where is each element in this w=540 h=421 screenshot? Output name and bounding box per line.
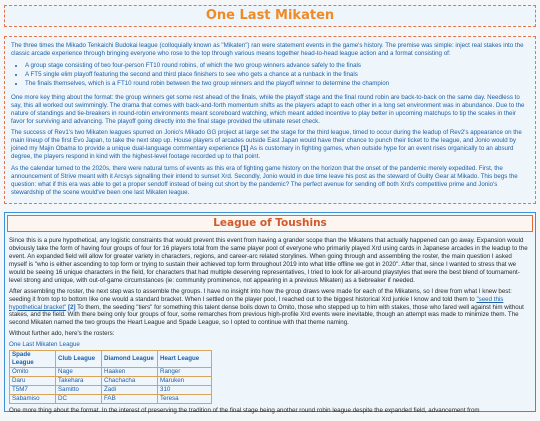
format-item-group-stage: • A group stage consisting of two four-person FT10 round robins, of which the two group winners advance safely to the finals [25, 62, 529, 70]
seed-bracket-link[interactable]: "seed this hypothetical bracket" [9, 295, 504, 311]
column-header-spade: Spade League [10, 351, 56, 368]
table-cell: Chachacha [102, 377, 158, 386]
table-cell: Maruken [158, 377, 212, 386]
format-item-playoff: • A FT5 single elim playoff featuring the second and third place finishers to see who gets a chance at a runback in the finals [25, 71, 529, 79]
page-title: One Last Mikaten [205, 7, 335, 23]
table-cell: DC [56, 394, 102, 403]
title-banner [4, 5, 536, 27]
format-item-finals: • The finals themselves, which is a FT10 round robin between the two group winners and the playoff winner to determine the champion [25, 80, 529, 88]
roster-table [9, 350, 212, 404]
table-cell: Ranger [158, 368, 212, 377]
column-header-heart: Heart League [158, 351, 212, 368]
league-paragraph-1: Since this is a pure hypothetical, any logistic constraints that would prevent this event from having a grander scope than the Mikatens that actually happened can go away. Expansion would obviously take the form of having four groups of four for 16 players total from the same player pool of everyone who primarily played Xrd using cards in Japanese arcades in the leadup to the event. An expanded field will allow for greater variety in characters, regions, and career-arc related storylines. When going through and assembling the roster, the main question I asked myself is "who is either ascending to top form or trying to sustain their achieved top form throughout 2019 into what little offline we got in 2020". After that, since I wanted to stress that we would be seeing 16 unique characters in the field, for characters that had multiple deserving representatives, I tried to look for all-around playstyles that were the best blend of tournament-level strong and unique, with out-of-game circumstances (ie: community prominence, not appearing in a previous Mikaten) as a tiebreaker if needed. [9, 237, 528, 284]
table-row [10, 368, 212, 377]
table-row [10, 385, 212, 394]
table-cell: T5M7 [10, 385, 56, 394]
intro-paragraph-2: One more key thing about the format: the group winners get some rest ahead of the finals, while the playoff stage and the final round robin are back-to-back on the same day. Needless to say, this all worked out swimmingly. The drama that comes with back-and-forth momentum shifts as the players adapt to each other in a long set environment was in abundance. Due to the nature of standings and tie-breakers in round-robin environments meant scoreboard watching, which meant added incentive to play better in upcoming matchups to tip the scales in their favor for surviving and advancing. The playoff going directly into the final stage provided the ultimate reset check. [11, 93, 525, 125]
league-paragraph-3: Without further ado, here's the rosters: [9, 330, 115, 338]
table-cell: Nage [56, 368, 102, 377]
table-row [10, 394, 212, 403]
table-cell: 310 [158, 385, 212, 394]
league-header [7, 215, 533, 232]
table-cell: Samitto [56, 385, 102, 394]
intro-paragraph-1: The three times the Mikado Tenkaichi Budokai league (colloquially known as "Mikaten") ran were statement events in the game's history. The premise was simple: inject real stakes into the classic arcade experience through bringing everyone who rose to the top through various means together head-to-head league action and a format consisting of: [11, 42, 524, 57]
table-cell: FAB [102, 394, 158, 403]
format-list [25, 62, 529, 88]
table-cell: Teresa [158, 394, 212, 403]
table-cell: Omito [10, 368, 56, 377]
league-paragraph-2: After assembling the roster, the next step was to assemble the groups. I have no insight into how the group draws were made for each of the Mikatens, so I drew from what I knew best: seeding it from top to bottom like one would a standard bracket. When I settled on the player pool, I reached out to the biggest historical Xrd junkie I know and told them to "seed this hypothetical bracket" [2] To them, the seeding "tiers" for something this talent dense boils down to Omito, those who stepped up to him with stakes, those who fared well against him without stakes, and the field. With there being only four groups of four, some remarches from previous high-profile Xrd events were inevitable, though an attempt was made to minimize them. The second Mikaten named the two groups the Heart League and Spade League, so I opted to continue with that theme naming. [9, 287, 524, 327]
table-cell: Takehara [56, 377, 102, 386]
table-cell: Zadi [102, 385, 158, 394]
intro-section [4, 36, 536, 204]
footnote-ref-2[interactable]: [2] [67, 303, 76, 311]
league-body [5, 234, 535, 421]
table-cell: Haaken [102, 368, 158, 377]
intro-paragraph-4: As the calendar turned to the 2020s, there were natural turns of events as this era of fighting game history on the horizon that the onset of the pandemic merely expedited. First, the announcement of Strive meant with it Arcsys signalling their intend to sunset Xrd. Secondly, Jonio would in due time leave his post as the steward of Guilty Gear at Mikado. This begs the question: what if this era was able to get a proper sendoff instead of being cut short by the pandemic? The perfect avenue for sending off both Xrd's competitive prime and Jonio's stewardship of the scene would've been one last Mikaten league. [11, 165, 518, 196]
column-header-club: Club League [56, 351, 102, 368]
roster-header-row [10, 351, 212, 368]
league-paragraph-4: One more thing about the format. In the interest of preserving the tradition of the final stage being another round robin league despite the expanded field, advancement from [9, 406, 480, 414]
intro-paragraph-3: The success of Rev1's two Mikaten leagues spurred on Jonio's Mikado GG project at large set the stage for the third league, timed to occur during the leadup of Rev2's appearance on the main lineup of the first Evo Japan, to take the next step up. House players of arcades outside East Japan would have their chance to punch their ticket to the league, and Jonio would by joined my Majin Obama to provide a unique dual-language commentary experience [1] As is customary in fighting games, when outside hype for an event rises organically to an absurd degree, the players respond in kind with the highest-level footage recorded up to that point. [11, 129, 522, 161]
roster-caption: One Last Mikaten League [9, 341, 80, 349]
table-row [10, 377, 212, 386]
table-cell: Sabamiso [10, 394, 56, 403]
column-header-diamond: Diamond League [102, 351, 158, 368]
league-title: League of Toushins [213, 216, 327, 229]
footnote-ref-1[interactable]: [1] [240, 145, 249, 153]
table-cell: Daru [10, 377, 56, 386]
league-section [4, 212, 536, 412]
